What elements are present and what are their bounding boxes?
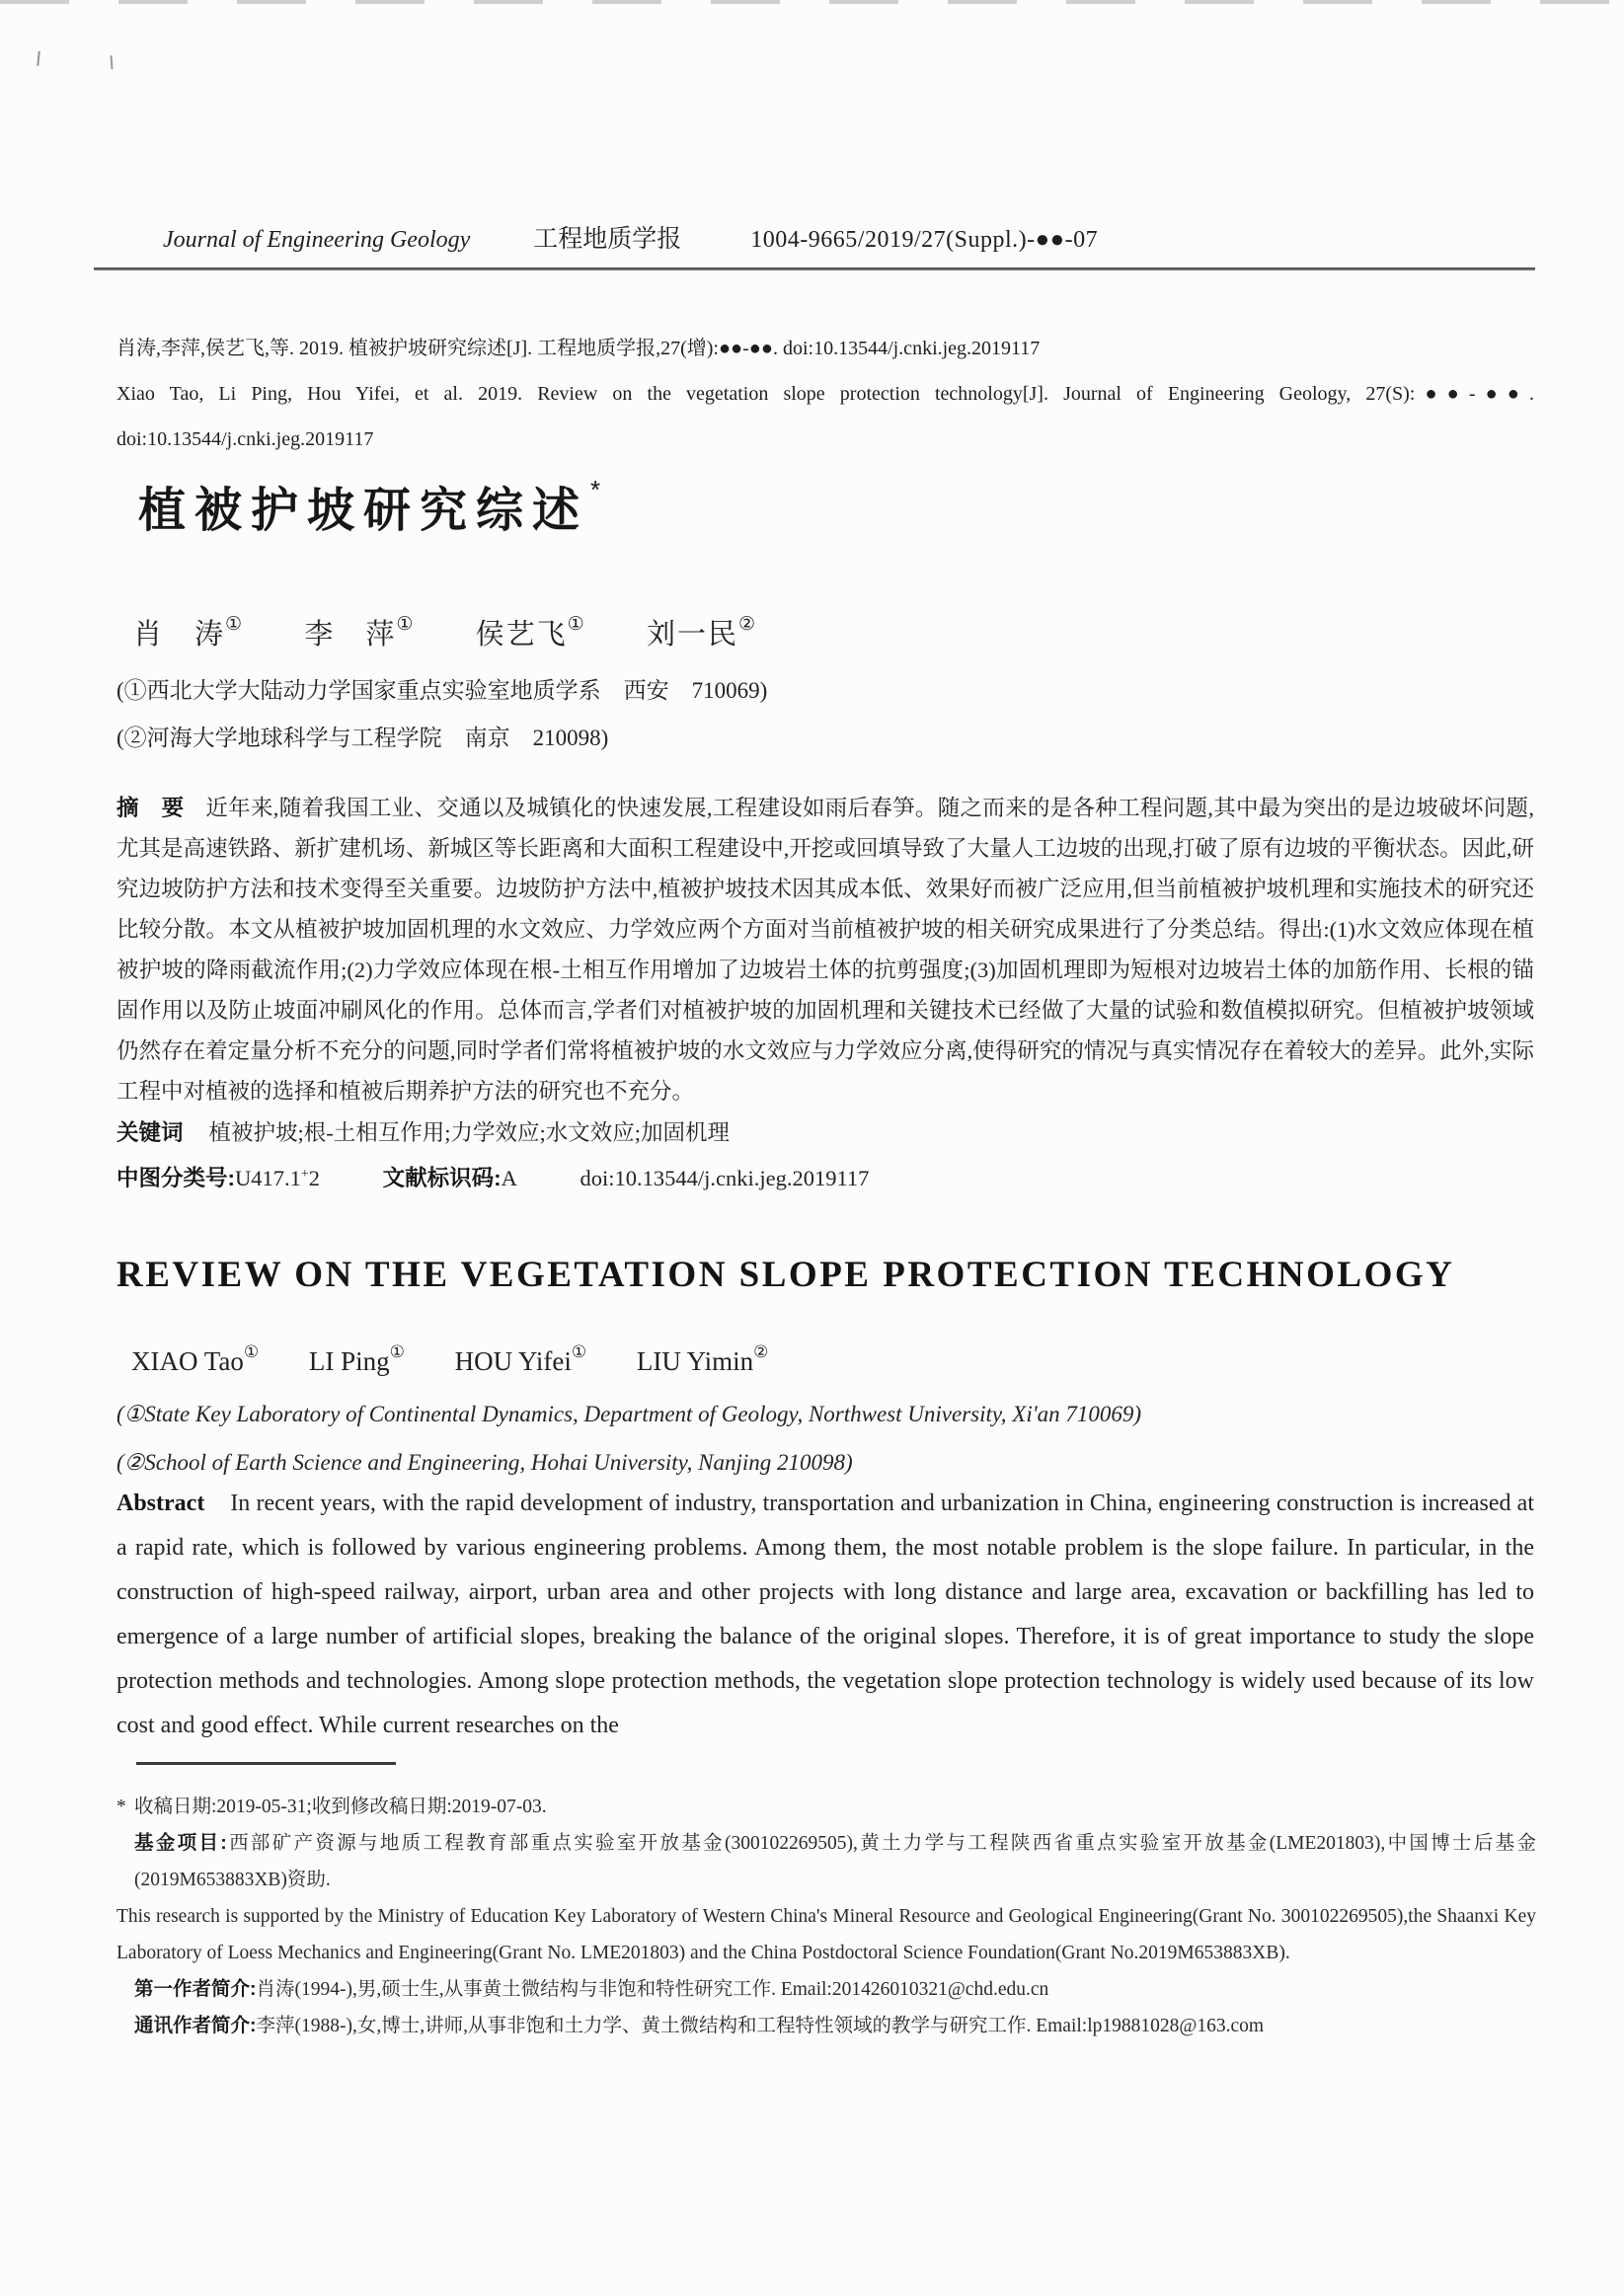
doc-code-segment xyxy=(383,1166,517,1190)
author-affil-sup: ① xyxy=(243,1342,260,1362)
affiliation-en-2: (②School of Earth Science and Engineering, Hohai University, Nanjing 210098) xyxy=(116,1450,853,1475)
author-cn xyxy=(646,613,755,651)
clc-value-base: U417.1 xyxy=(235,1166,301,1190)
article-title-cn-text: 植被护坡研究综述 xyxy=(138,485,589,537)
footnote-corresponding-author-text: 李萍(1988-),女,博士,讲师,从事非饱和土力学、黄土微结构和工程特性领域的教学与研究工作. Email:lp19881028@163.com xyxy=(256,2016,1265,2036)
author-name: 侯艺飞 xyxy=(475,619,568,651)
article-title-cn xyxy=(138,472,600,540)
doc-code-label: 文献标识码: xyxy=(382,1166,502,1190)
author-en xyxy=(454,1342,587,1376)
footnote-fund-cn xyxy=(116,1825,1536,1898)
clc-value-tail: 2 xyxy=(308,1166,321,1190)
footnote-fund-text: 西部矿产资源与地质工程教育部重点实验室开放基金(300102269505),黄土力学与工程陕西省重点实验室开放基金(LME201803),中国博士后基金(2019M653883XB)资助. xyxy=(134,1833,1536,1890)
affiliation-en-1: (①State Key Laboratory of Continental Dynamics, Department of Geology, Northwest University, Xi'an 710069) xyxy=(116,1402,1142,1426)
author-affil-sup: ① xyxy=(567,613,584,635)
author-affil-sup: ① xyxy=(225,613,243,635)
clc-label: 中图分类号: xyxy=(116,1166,235,1190)
author-affil-sup: ① xyxy=(396,613,414,635)
article-title-en: REVIEW ON THE VEGETATION SLOPE PROTECTION TECHNOLOGY xyxy=(116,1255,1455,1295)
clc-value-sup: + xyxy=(300,1167,309,1182)
author-name: 刘一民 xyxy=(646,619,738,651)
journal-name-cn: 工程地质学报 xyxy=(533,225,682,253)
author-affil-sup: ② xyxy=(737,613,755,635)
citation-en: Xiao Tao, Li Ping, Hou Yifei, et al. 2019. Review on the vegetation slope protection technology[J]. Journal of Engineering Geology, 27(S):●●-●●. doi:10.13544/j.cnki.jeg.2019117 xyxy=(116,383,1534,450)
footnote-first-author-label: 第一作者简介: xyxy=(134,1978,257,2000)
keywords-line xyxy=(116,1112,1534,1153)
affiliations-en xyxy=(116,1390,1141,1487)
author-name: LIU Yimin xyxy=(636,1346,754,1376)
doi-segment: doi:10.13544/j.cnki.jeg.2019117 xyxy=(580,1166,870,1190)
authors-cn xyxy=(133,612,809,652)
scan-artifact-mark xyxy=(111,55,117,69)
author-en xyxy=(308,1342,405,1376)
clc-segment xyxy=(116,1166,320,1190)
abstract-en-text: In recent years, with the rapid development of industry, transportation and urbanization in China, engineering construction is increased at a rapid rate, which is followed by various engineering problems. Among them, the most notable problem is the slope failure. In particular, in the construction of high-speed railway, airport, urban area and other projects with long distance and large area, excavation or backfilling has led to emergence of a large number of artificial slopes, breaking the balance of the original slopes. Therefore, it is of great importance to study the slope protection methods and technologies. Among slope protection methods, the vegetation slope protection technology is widely used because of its low cost and good effect. While current researches on the xyxy=(116,1491,1534,1738)
author-name: 肖 涛 xyxy=(133,619,226,651)
author-name: XIAO Tao xyxy=(131,1346,244,1376)
author-cn xyxy=(133,613,243,651)
scan-artifact-top-edge xyxy=(0,0,1624,4)
author-en xyxy=(131,1342,260,1376)
author-affil-sup: ① xyxy=(389,1342,405,1362)
footnote-asterisk: * xyxy=(116,1797,126,1817)
scan-artifact-mark xyxy=(37,51,45,67)
abstract-section-cn xyxy=(116,788,1534,1198)
abstract-cn-text: 近年来,随着我国工业、交通以及城镇化的快速发展,工程建设如雨后春笋。随之而来的是各种工程问题,其中最为突出的是边坡破坏问题,尤其是高速铁路、新扩建机场、新城区等长距离和大面积工程建设中,开挖或回填导致了大量人工边坡的出现,打破了原有边坡的平衡状态。因此,研究边坡防护方法和技术变得至关重要。边坡防护方法中,植被护坡技术因其成本低、效果好而被广泛应用,但当前植被护坡机理和实施技术的研究还比较分散。本文从植被护坡加固机理的水文效应、力学效应两个方面对当前植被护坡的相关研究成果进行了分类总结。得出:(1)水文效应体现在植被护坡的降雨截流作用;(2)力学效应体现在根-土相互作用增加了边坡岩土体的抗剪强度;(3)加固机理即为短根对边坡岩土体的加筋作用、长根的锚固作用以及防止坡面冲刷风化的作用。总体而言,学者们对植被护坡的加固机理和关键技术已经做了大量的试验和数值模拟研究。但植被护坡领域仍然存在着定量分析不充分的问题,同时学者们常将植被护坡的水文效应与力学效应分离,使得研究的情况与真实情况存在着较大的差异。此外,实际工程中对植被的选择和植被后期养护方法的研究也不充分。 xyxy=(116,796,1534,1104)
author-cn xyxy=(475,613,584,651)
footnote-first-author-text: 肖涛(1994-),男,硕士生,从事黄土微结构与非饱和特性研究工作. Email:201426010321@chd.edu.cn xyxy=(256,1979,1049,2000)
affiliation-cn-2: (②河海大学地球科学与工程学院 南京 210098) xyxy=(116,726,609,750)
affiliations-cn xyxy=(116,667,767,762)
footnote-corresponding-author xyxy=(116,2008,1536,2044)
footnote-received xyxy=(116,1789,1536,1825)
clc-line xyxy=(116,1154,1534,1198)
footnote-rule xyxy=(136,1762,396,1765)
author-affil-sup: ② xyxy=(753,1342,769,1362)
keywords-label: 关键词 xyxy=(116,1120,184,1145)
abstract-cn xyxy=(116,788,1534,1111)
footnote-corresponding-author-label: 通讯作者简介: xyxy=(134,2015,257,2036)
abstract-en-label: Abstract xyxy=(116,1491,205,1516)
header-rule xyxy=(94,268,1535,270)
footnotes xyxy=(116,1789,1536,2044)
authors-en xyxy=(131,1342,812,1377)
author-cn xyxy=(304,613,414,651)
footnote-fund-label: 基金项目: xyxy=(134,1832,227,1854)
title-footnote-marker: * xyxy=(590,475,601,504)
abstract-en xyxy=(116,1482,1534,1748)
doc-code-value: A xyxy=(501,1166,517,1190)
keywords-text: 植被护坡;根-土相互作用;力学效应;水文效应;加固机理 xyxy=(208,1120,731,1145)
footnote-fund-en: This research is supported by the Ministry of Education Key Laboratory of Western China's Mineral Resource and Geological Engineering(Grant No. 300102269505),the Shaanxi Key Laboratory of Loess Mechanics and Engineering(Grant No. LME201803) and the China Postdoctoral Science Foundation(Grant No.2019M653883XB). xyxy=(116,1906,1536,1963)
author-affil-sup: ① xyxy=(571,1342,587,1362)
author-name: HOU Yifei xyxy=(454,1346,572,1376)
citation-cn: 肖涛,李萍,侯艺飞,等. 2019. 植被护坡研究综述[J]. 工程地质学报,27(增):●●-●●. doi:10.13544/j.cnki.jeg.2019117 xyxy=(116,338,1041,359)
article-code: 1004-9665/2019/27(Suppl.)-●●-07 xyxy=(750,227,1099,253)
author-name: LI Ping xyxy=(308,1346,390,1376)
affiliation-cn-1: (①西北大学大陆动力学国家重点实验室地质学系 西安 710069) xyxy=(116,678,768,703)
author-name: 李 萍 xyxy=(304,619,397,651)
author-en xyxy=(636,1342,769,1376)
footnote-first-author xyxy=(116,1971,1536,2008)
citation-block xyxy=(116,326,1534,462)
abstract-cn-label: 摘 要 xyxy=(116,796,185,820)
journal-name-en: Journal of Engineering Geology xyxy=(163,227,471,253)
footnote-received-text: 收稿日期:2019-05-31;收到修改稿日期:2019-07-03. xyxy=(134,1797,547,1817)
running-head xyxy=(163,219,1098,255)
